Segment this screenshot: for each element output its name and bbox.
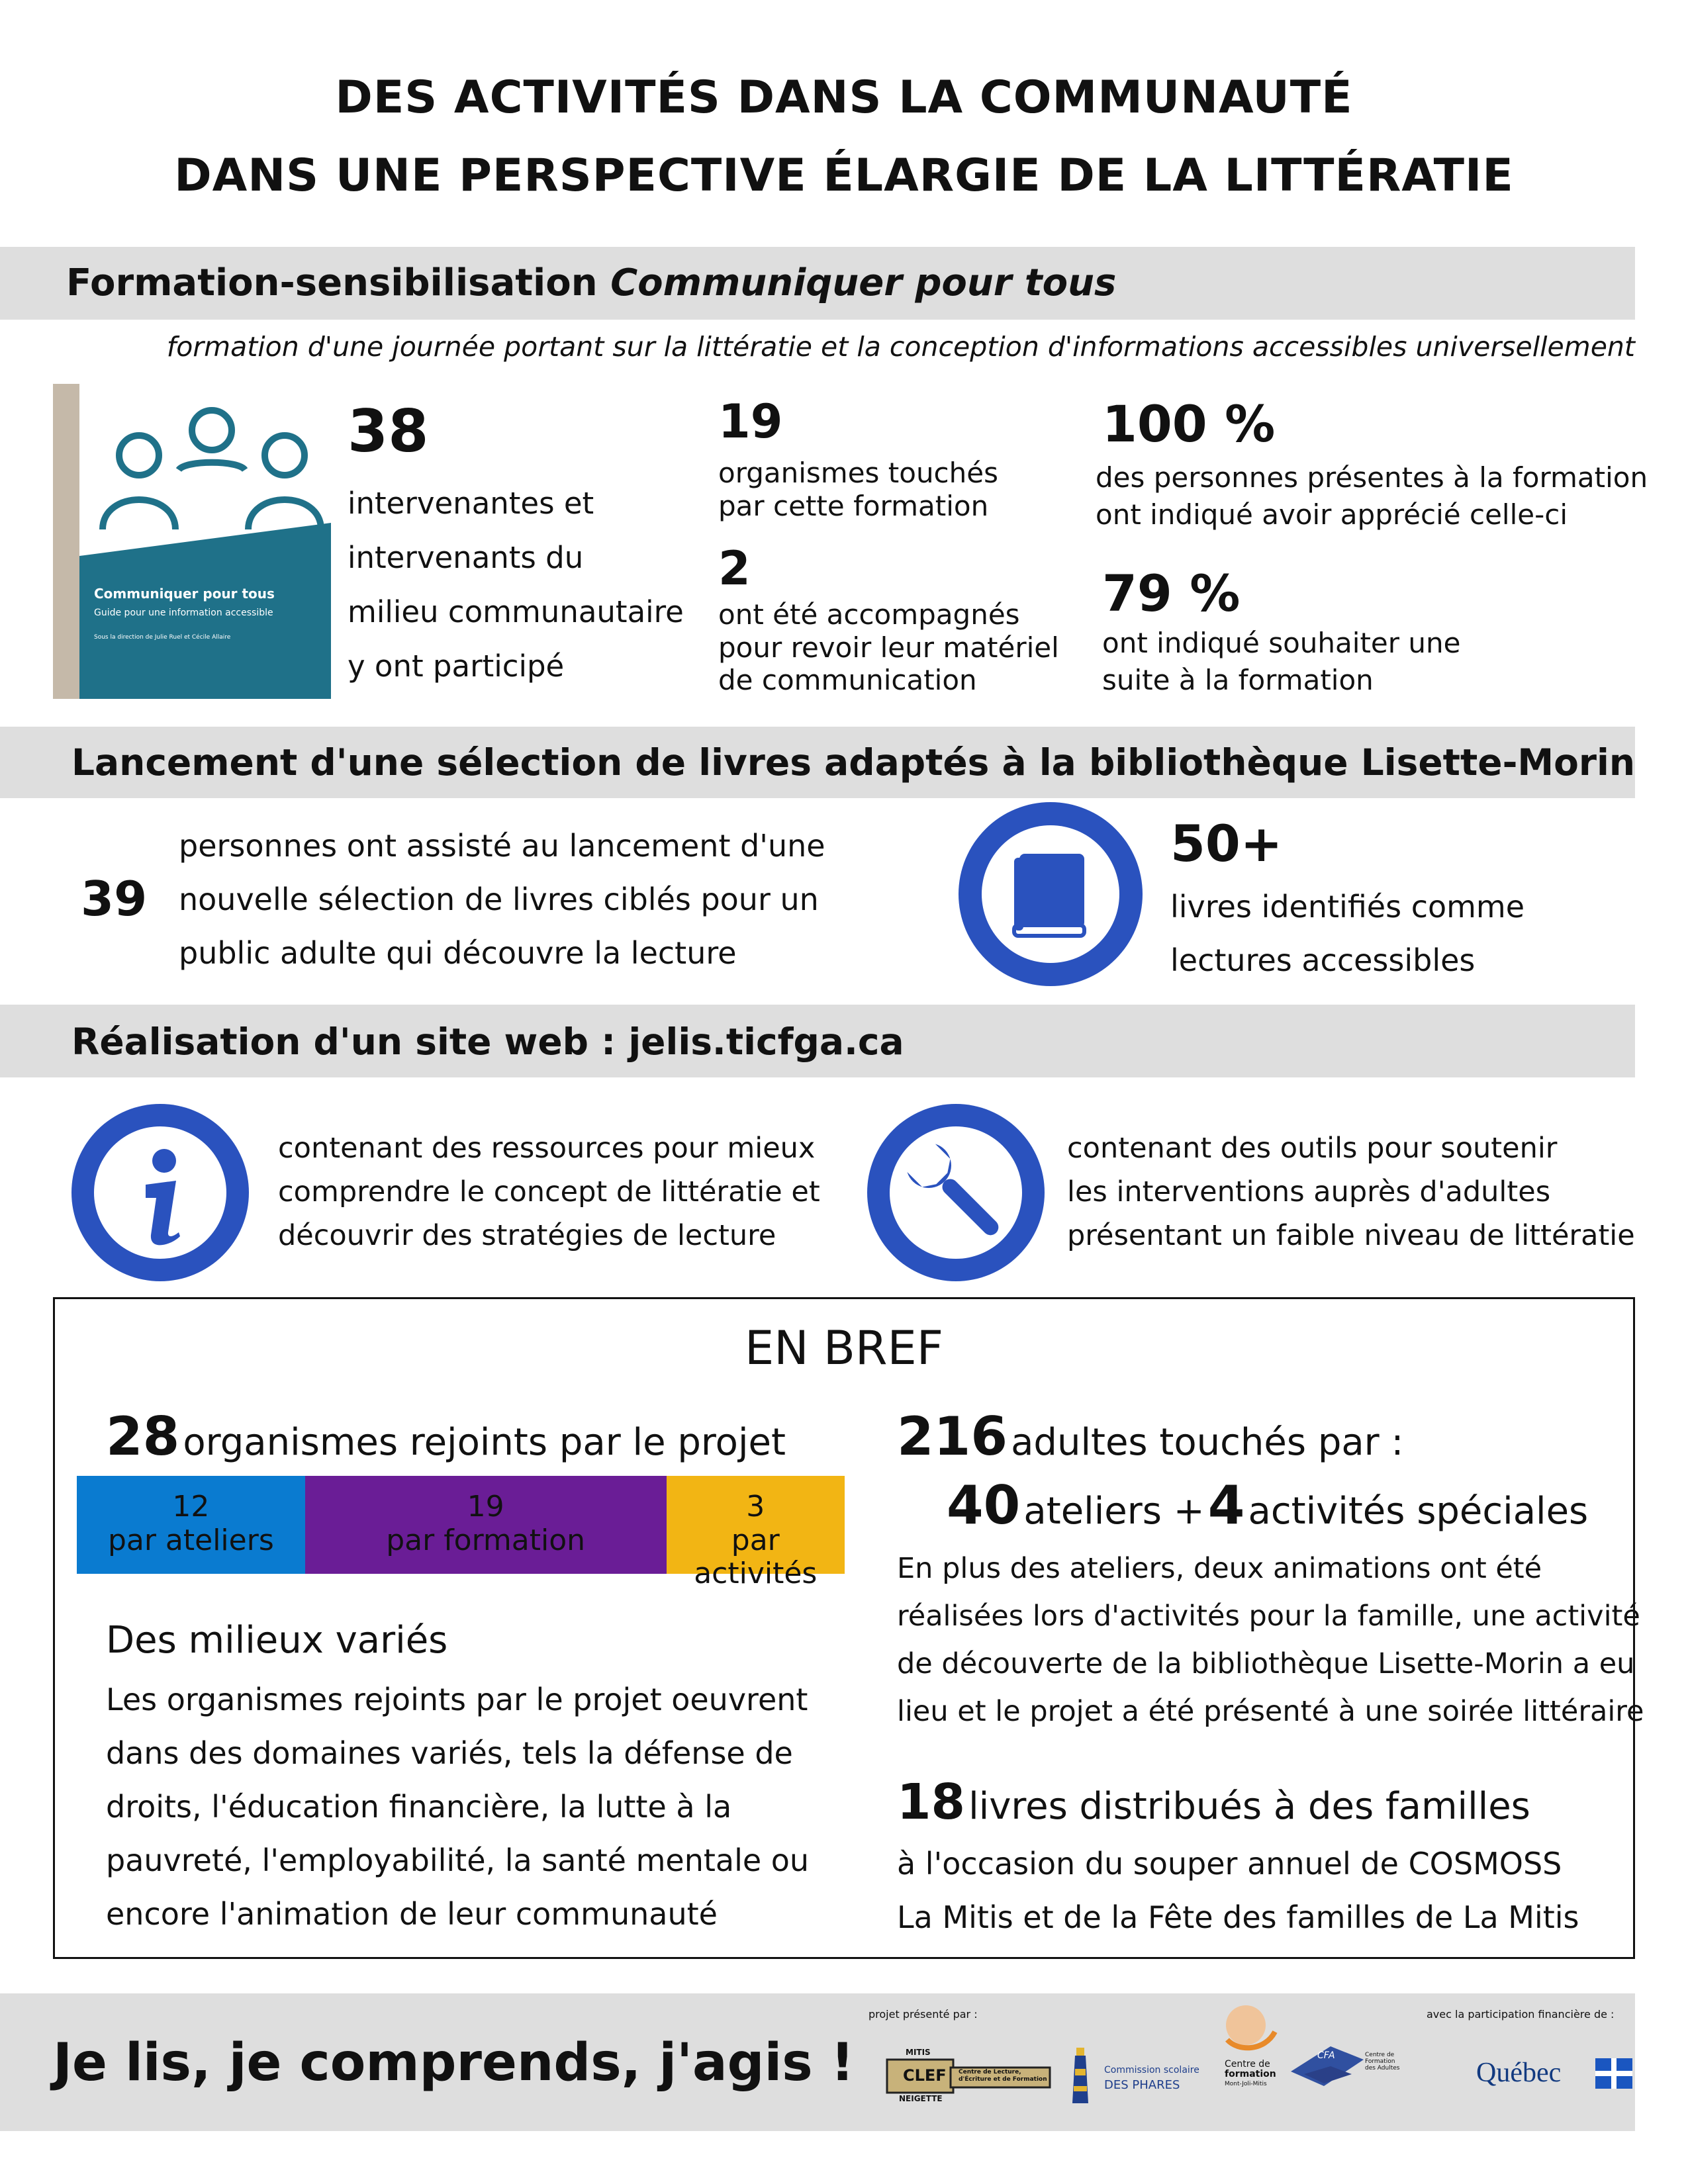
livres-detail [897,1837,1579,1944]
animations-line: réalisées lors d'activités pour la famille, une activité [897,1600,1640,1633]
bar-segment [305,1476,667,1574]
cfa-line: formation [1225,2069,1276,2079]
clef-logo [880,2046,1053,2106]
book-icon [959,802,1143,986]
stat-books-number: 50+ [1170,814,1283,873]
clef-top: MITIS [906,2048,931,2057]
milieux-line: droits, l'éducation financière, la lutte à la [106,1789,732,1825]
cfa-line: Mont-Joli-Mitis [1225,2081,1267,2087]
orgs-number: 28 [106,1406,180,1467]
book-subtitle: Guide pour une information accessible [94,608,273,618]
section1-heading-prefix: Formation-sensibilisation [66,261,611,304]
milieux-heading: Des milieux variés [106,1619,448,1662]
stat-participants-line: intervenants du [348,540,584,575]
quebec-wordmark: Québec [1476,2058,1562,2088]
stat-appreciated-line: ont indiqué avoir apprécié celle-ci [1096,498,1568,531]
clef-bottom: NEIGETTE [899,2094,943,2103]
stat-accompanied-line: de communication [718,664,977,697]
section1-band [0,247,1635,320]
section2-heading: Lancement d'une sélection de livres adaptés à la bibliothèque Lisette-Morin [71,741,1636,784]
book-authors: Sous la direction de Julie Ruel et Cécile Allaire [94,634,231,641]
orgs-stacked-bar [77,1476,845,1591]
milieux-line: pauvreté, l'employabilité, la santé mentale ou [106,1843,810,1878]
animations-line: lieu et le projet a été présenté à une soirée littéraire [897,1695,1644,1728]
phares-line1: Commission scolaire [1104,2065,1199,2075]
section1-heading [66,261,1116,304]
cfa-text [1225,2060,1276,2089]
stat-participants-line: y ont participé [348,649,565,684]
site-resources-line: comprendre le concept de littératie et [278,1175,820,1208]
cfa-right: Centre de Formation des Adultes [1365,2052,1400,2071]
stat-participants-text [348,477,684,694]
page-title-line1: DES ACTIVITÉS DANS LA COMMUNAUTÉ [335,71,1353,124]
ateliers-text: ateliers + [1023,1490,1205,1533]
livres-number: 18 [897,1774,965,1831]
quebec-logo [1476,2052,1635,2098]
clef-name: CLEF [903,2066,947,2085]
site-tools-text [1067,1126,1635,1257]
graduation-cap-icon [1291,2040,1364,2093]
wrench-icon [867,1104,1045,1281]
stat-launch-line: personnes ont assisté au lancement d'une [179,828,825,864]
section2-band [0,727,1635,798]
site-resources-text [278,1126,820,1257]
stat-followup-text [1102,625,1460,699]
stat-organisms-line: par cette formation [718,489,989,522]
cfa-person-icon [1218,1999,1284,2058]
stat-accompanied-line: pour revoir leur matériel [718,631,1059,664]
livres-line: La Mitis et de la Fête des familles de La Mitis [897,1899,1579,1935]
book-title: Communiquer pour tous [94,586,275,602]
milieux-line: Les organismes rejoints par le projet oeuvrent [106,1682,808,1717]
section1-subtitle: formation d'une journée portant sur la littératie et la conception d'informations accessibles universellement [166,331,1635,363]
section1-heading-italic: Communiquer pour tous [610,261,1117,304]
bar-segment-number: 12 [172,1490,210,1524]
animations-line: de découverte de la bibliothèque Lisette-Morin a eu [897,1647,1635,1680]
stat-books-line: lectures accessibles [1170,942,1476,978]
stat-participants-line: intervenantes et [348,486,594,521]
orgs-text: organismes rejoints par le projet [183,1421,786,1464]
adults-text: adultes touchés par : [1011,1421,1404,1464]
site-tools-line: présentant un faible niveau de littératie [1067,1219,1635,1252]
stat-appreciated-line: des personnes présentes à la formation [1096,461,1648,494]
slogan: Je lis, je comprends, j'agis ! [53,2033,855,2093]
livres-text: livres distribués à des familles [968,1785,1530,1828]
adults-summary [897,1406,1403,1467]
adults-number: 216 [897,1406,1008,1467]
stat-accompanied-text [718,598,1059,697]
cfa-logo [1218,1999,1403,2118]
stat-followup-number: 79 % [1102,564,1241,623]
section3-heading: Réalisation d'un site web : jelis.ticfga.ca [71,1021,904,1063]
activities-number: 4 [1207,1475,1245,1536]
stat-organisms-text [718,457,998,522]
site-resources-line: découvrir des stratégies de lecture [278,1219,776,1252]
stat-followup-line: ont indiqué souhaiter une [1102,627,1461,659]
activities-text: activités spéciales [1248,1490,1589,1533]
stat-launch-line: nouvelle sélection de livres ciblés pour un [179,882,819,917]
ateliers-summary [947,1475,1588,1536]
bar-segment [667,1476,845,1591]
phares-line2: DES PHARES [1104,2078,1180,2092]
presented-by-label: projet présenté par : [868,2008,978,2021]
bar-segment-label: par activités [694,1523,818,1591]
site-resources-line: contenant des ressources pour mieux [278,1132,816,1165]
bar-segment-number: 3 [746,1490,765,1524]
stat-launch-line: public adulte qui découvre la lecture [179,935,737,971]
stat-books-text [1170,880,1524,987]
stat-organisms-line: organismes touchés [718,457,998,489]
bar-segment-number: 19 [467,1490,504,1524]
animations-text [897,1545,1644,1735]
en-bref-title: EN BREF [745,1321,943,1375]
stat-appreciated-number: 100 % [1102,394,1276,453]
stat-launch-number: 39 [81,871,148,927]
financial-label: avec la participation financière de : [1427,2008,1615,2021]
cfa-line: Centre de [1225,2059,1270,2070]
ateliers-number: 40 [947,1475,1021,1536]
page-title-line2: DANS UNE PERSPECTIVE ÉLARGIE DE LA LITTÉRATIE [174,150,1514,202]
milieux-line: encore l'animation de leur communauté [106,1896,718,1932]
book-cover [53,384,331,699]
stat-organisms-number: 19 [718,394,783,449]
bar-segment-label: par ateliers [107,1523,274,1557]
livres-line: à l'occasion du souper annuel de COSMOSS [897,1846,1562,1882]
orgs-summary [106,1406,786,1467]
lighthouse-icon [1067,2042,1094,2109]
livres-summary [897,1774,1530,1831]
stat-participants-number: 38 [348,397,429,465]
phares-logo [1067,2042,1199,2111]
info-icon [71,1104,249,1281]
stat-launch-text [179,819,825,980]
bar-segment-label: par formation [386,1523,586,1557]
site-tools-line: contenant des outils pour soutenir [1067,1132,1558,1165]
bar-segment [77,1476,305,1574]
cfa-name: CFA [1317,2050,1335,2061]
milieux-line: dans des domaines variés, tels la défense de [106,1735,793,1771]
milieux-text [106,1673,809,1941]
clef-text: Centre de Lecture, d'Écriture et de Formation [959,2069,1047,2083]
stat-appreciated-text [1096,459,1648,533]
site-tools-line: les interventions auprès d'adultes [1067,1175,1551,1208]
stat-accompanied-number: 2 [718,541,751,596]
book-cover-art [53,384,331,699]
stat-followup-line: suite à la formation [1102,664,1374,696]
animations-line: En plus des ateliers, deux animations ont été [897,1552,1542,1585]
section3-band [0,1005,1635,1077]
stat-participants-line: milieu communautaire [348,594,684,629]
quebec-flag-icon [1595,2058,1632,2089]
stat-accompanied-line: ont été accompagnés [718,598,1020,631]
stat-books-line: livres identifiés comme [1170,889,1525,925]
